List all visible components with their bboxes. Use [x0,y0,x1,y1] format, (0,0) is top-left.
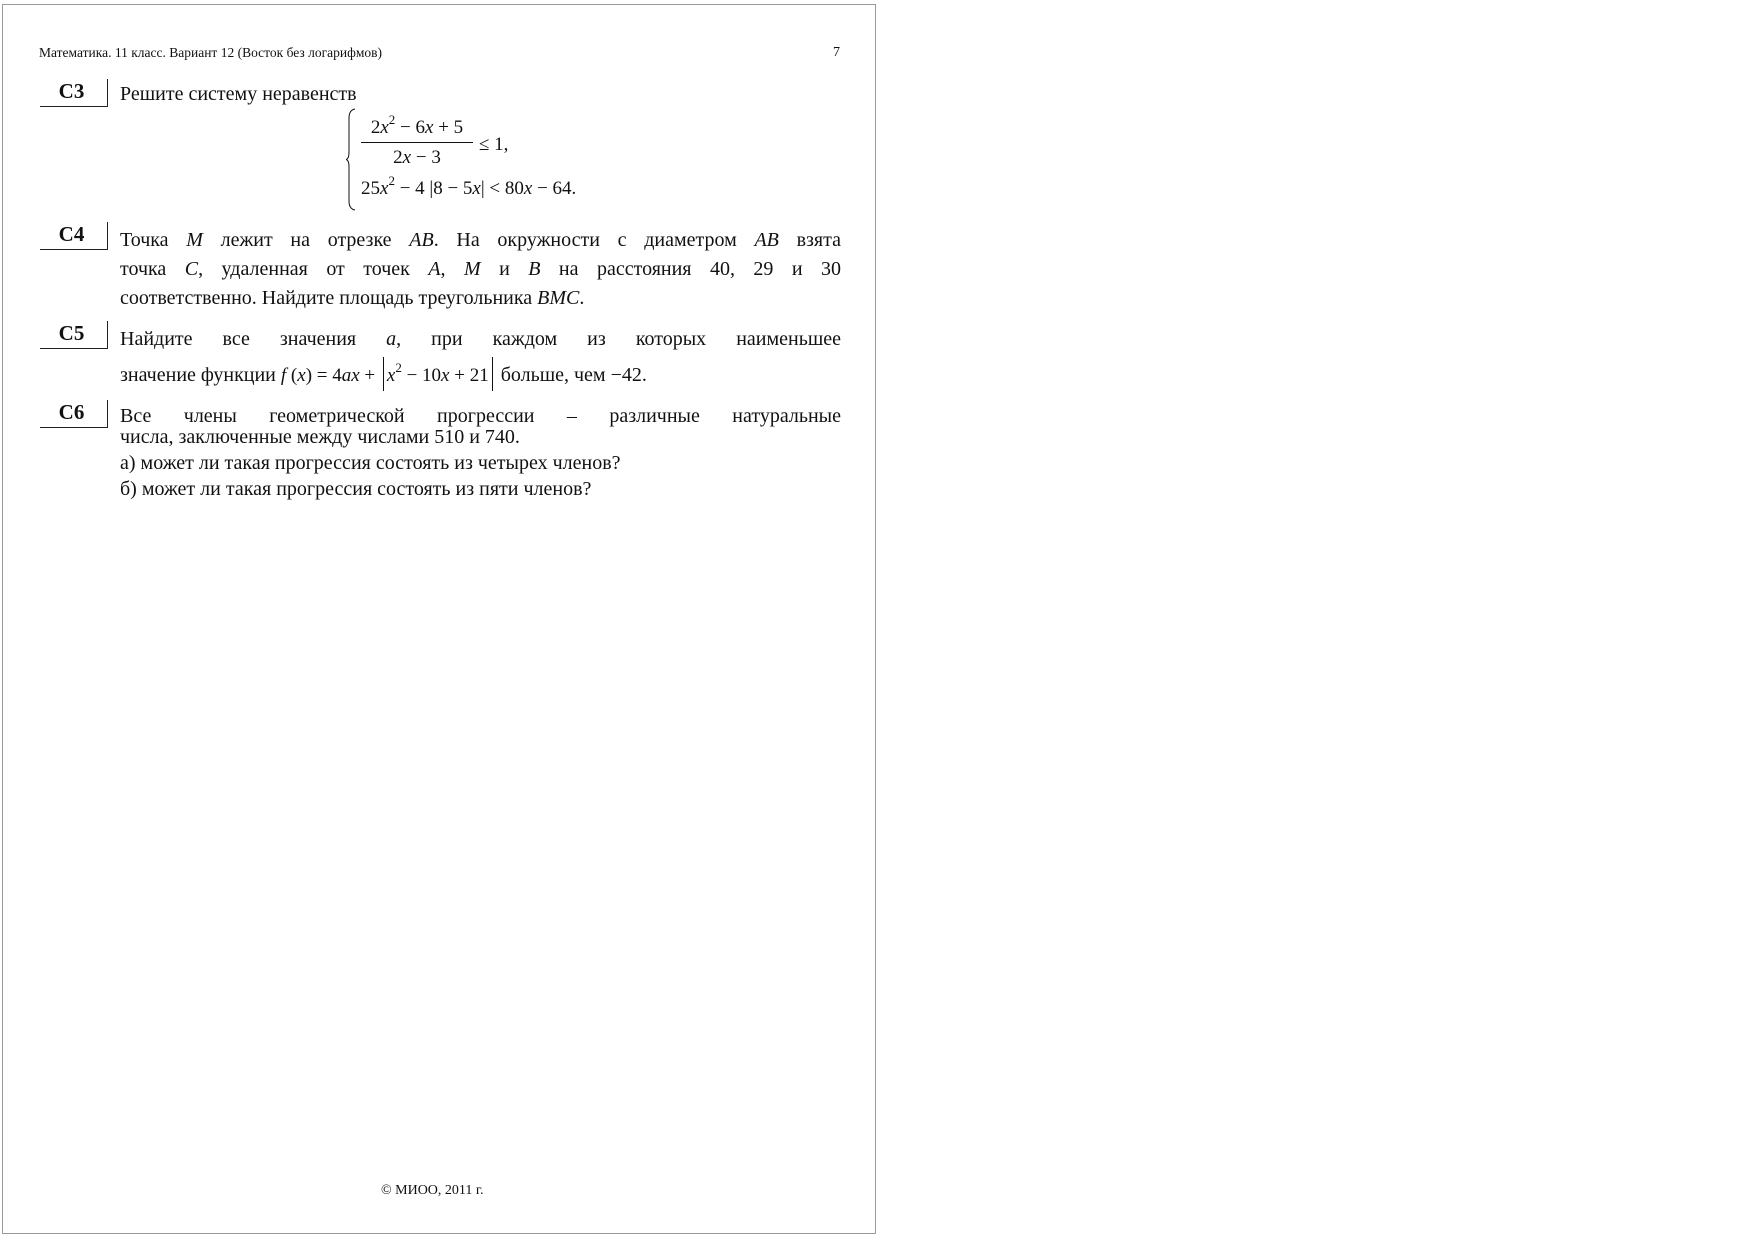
abs-bar-left [383,357,384,391]
header-title: Математика. 11 класс. Вариант 12 (Восток без логарифмов) [39,45,383,60]
system-brace [346,108,356,211]
task-c6-line-2: числа, заключенные между числами 510 и 740. [120,426,520,448]
task-label-c3: C3 [40,79,108,107]
second-inequality: $25x^2 - 4$ |8 − 5x| < 80x − 64. [361,173,577,199]
document-page [2,4,876,1234]
task-label-c4: C4 [40,222,108,250]
task-c3-intro: Решите систему неравенств [120,83,357,105]
task-label-c5: C5 [40,321,108,349]
function-formula: f $(x) = 4ax + x^2 - 10x + 21$ [281,365,496,386]
task-c6-line-3: а) может ли такая прогрессия состоять из четырех членов? [120,452,621,474]
task-c5-line-1: Найдите все значения a, при каждом из которых наименьшее [120,328,841,350]
task-c4-line-1: Точка M лежит на отрезке AB. На окружности с диаметром AB взята [120,229,841,251]
task-c6-line-4: б) может ли такая прогрессия состоять из пяти членов? [120,478,592,500]
fraction-denominator: 2x − 3 [393,147,441,168]
task-c5-line-2: значение функции f $(x) = 4ax + x^2 - 10x + 21$ больше, чем −42. [120,357,841,391]
task-c6-line-1: Все члены геометрической прогрессии – различные натуральные [120,405,841,427]
page-number: 7 [833,45,840,60]
task-c4-line-3: соответственно. Найдите площадь треугольника BMC. [120,287,585,309]
abs-bar-right [492,357,493,391]
fraction-numerator: $2x^2 - 6x + 5$ [361,117,473,143]
first-inequality-rhs: ≤ 1, [479,134,509,155]
system-fraction [361,112,473,170]
footer-copyright: © МИОО, 2011 г. [381,1183,484,1198]
task-c4-line-2: точка C, удаленная от точек A, M и B на расстояния 40, 29 и 30 [120,258,841,280]
task-label-c6: C6 [40,400,108,428]
